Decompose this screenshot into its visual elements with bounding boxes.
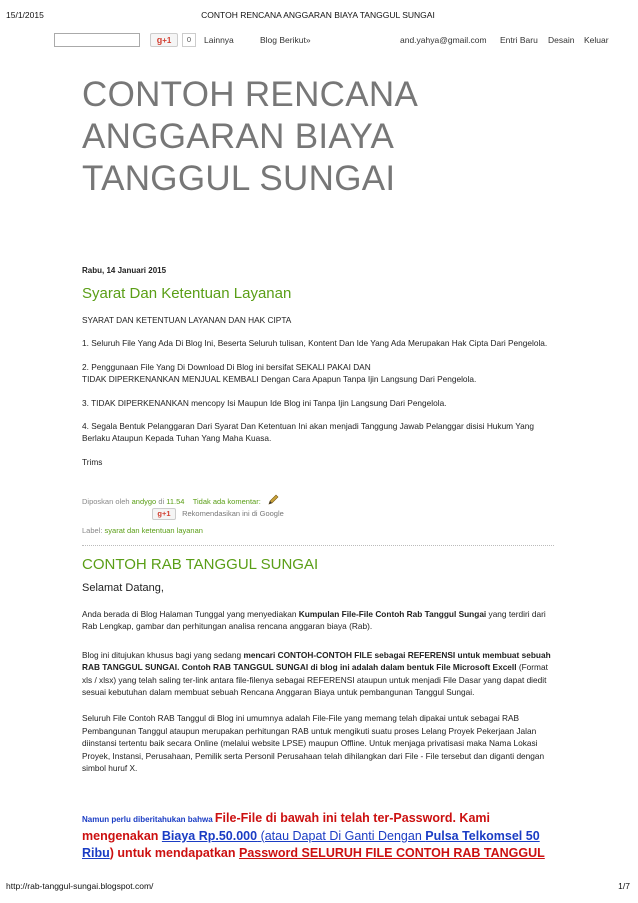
print-footer bbox=[6, 881, 630, 895]
post-title[interactable]: Syarat Dan Ketentuan Layanan bbox=[82, 285, 292, 302]
search-input[interactable] bbox=[54, 33, 140, 47]
print-date: 15/1/2015 bbox=[6, 10, 44, 20]
print-url: http://rab-tanggul-sungai.blogspot.com/ bbox=[6, 881, 154, 891]
paragraph: 2. Penggunaan File Yang Di Download Di Blog ini bersifat SEKALI PAKAI DAN TIDAK DIPERKENANKAN MENJUAL KEMBALI Dengan Cara Apapun Tanpa Ijin Langsung Dari Pengelola. bbox=[82, 361, 477, 385]
post-divider bbox=[82, 545, 554, 546]
google-g-icon: g bbox=[156, 35, 163, 45]
comments-link[interactable]: Tidak ada komentar: bbox=[192, 497, 261, 506]
date-header: Rabu, 14 Januari 2015 bbox=[82, 266, 167, 275]
google-g-icon: g bbox=[157, 509, 163, 518]
paragraph: SYARAT DAN KETENTUAN LAYANAN DAN HAK CIPTA bbox=[82, 315, 292, 325]
gplus-button[interactable]: g+1 bbox=[150, 33, 178, 47]
recommend-text: Rekomendasikan ini di Google bbox=[182, 509, 284, 518]
post-body bbox=[82, 314, 554, 479]
price-text: Biaya Rp.50.000 bbox=[161, 829, 258, 843]
label-link[interactable]: syarat dan ketentuan layanan bbox=[104, 526, 203, 535]
blog-title[interactable]: CONTOH RENCANA ANGGARAN BIAYA TANGGUL SUNGAI bbox=[82, 75, 419, 198]
design-link[interactable]: Desain bbox=[548, 35, 575, 45]
gplus-count: 0 bbox=[182, 33, 196, 47]
post-body bbox=[82, 608, 554, 785]
password-notice: Namun perlu diberitahukan bahwa File-File di bawah ini telah ter-Password. Kami mengenakan Biaya Rp.50.000 (atau Dapat Di Ganti Dengan Pulsa Telkomsel 50 Ribu) untuk mendapatkan Password SELURUH FILE CONTOH RAB TANGGUL bbox=[82, 811, 545, 860]
paragraph: 1. Seluruh File Yang Ada Di Blog Ini, Beserta Seluruh tulisan, Kontent Dan Ide Yang Ada Merupakan Hak Cipta Dari Pengelola. bbox=[82, 338, 548, 349]
post-title[interactable]: CONTOH RAB TANGGUL SUNGAI bbox=[82, 556, 319, 573]
recommend-row bbox=[152, 508, 284, 520]
print-doc-title: CONTOH RENCANA ANGGARAN BIAYA TANGGUL SUNGAI bbox=[201, 10, 435, 20]
edit-pencil-icon[interactable] bbox=[267, 494, 279, 506]
paragraph: Trims bbox=[82, 456, 103, 467]
gplus-recommend-button[interactable]: g+1 bbox=[152, 508, 176, 520]
new-post-link[interactable]: Entri Baru bbox=[500, 35, 538, 45]
post-labels: Label: syarat dan ketentuan layanan bbox=[82, 526, 203, 535]
paragraph: Blog ini ditujukan khusus bagi yang sedang mencari CONTOH-CONTOH FILE sebagai REFERENSI untuk membuat sebuah RAB TANGGUL SUNGAI. Contoh RAB TANGGUL SUNGAI di blog ini adalah dalam bentuk File Microsoft Excell (Format xls / xlsx) yang telah saling ter-link antara file-filenya sebagai REFERENSI ataupun untuk menjadi File Dasar yang dapat diedit sesuai kebutuhan dalam membuat sebuah Rencana Anggaran Biaya untuk pembangunan Tanggul Sungai. bbox=[82, 649, 551, 698]
user-email[interactable]: and.yahya@gmail.com bbox=[400, 35, 487, 45]
password-link[interactable]: Password SELURUH FILE CONTOH RAB TANGGUL bbox=[238, 846, 545, 860]
paragraph: 3. TIDAK DIPERKENANKAN mencopy Isi Maupun Ide Blog ini Tanpa Ijin Langsung Dari Pengelola. bbox=[82, 397, 447, 408]
logout-link[interactable]: Keluar bbox=[584, 35, 609, 45]
time-link[interactable]: 11.54 bbox=[166, 497, 185, 506]
print-header bbox=[6, 10, 630, 24]
paragraph: Anda berada di Blog Halaman Tunggal yang menyediakan Kumpulan File-File Contoh Rab Tanggul Sungai yang terdiri dari Rab Lengkap, gambar dan perhitungan analisa rencana anggaran biaya (Rab). bbox=[82, 609, 546, 632]
greeting: Selamat Datang, bbox=[82, 582, 164, 594]
post-footer: Diposkan oleh andygo di 11.54 Tidak ada komentar: bbox=[82, 492, 279, 506]
next-blog-link[interactable]: Blog Berikut» bbox=[260, 35, 311, 45]
author-link[interactable]: andygo bbox=[131, 497, 157, 506]
paragraph: Seluruh File Contoh RAB Tanggul di Blog ini umumnya adalah File-File yang memang telah dipakai untuk sebagai RAB Pembangunan Tanggul ataupun merupakan perhitungan RAB untuk mengikuti suatu proses Lelang Proyek Pekerjaan Jalan diinstansi tertentu baik secara Online (melalui website LPSE) maupun Offline. Untuk menjaga privatisasi maka Nama Lokasi Proyek, Instansi, Perusahaan, Pemilik serta Personil Perusahaan telah dihilangkan dari File - File tersebut dan diganti dengan simbol huruf X. bbox=[82, 713, 545, 774]
blogger-navbar bbox=[54, 31, 632, 49]
more-link[interactable]: Lainnya bbox=[204, 35, 234, 45]
pulsa-text: Pulsa Telkomsel 50 Ribu bbox=[82, 829, 540, 860]
print-page-number: 1/7 bbox=[618, 881, 630, 891]
paragraph: 4. Segala Bentuk Pelanggaran Dari Syarat Dan Ketentuan Ini akan menjadi Tanggung Jawab Pelanggar disisi Hukum Yang Berlaku Ataupun Kepada Tuhan Yang Maha Kuasa. bbox=[82, 421, 535, 444]
